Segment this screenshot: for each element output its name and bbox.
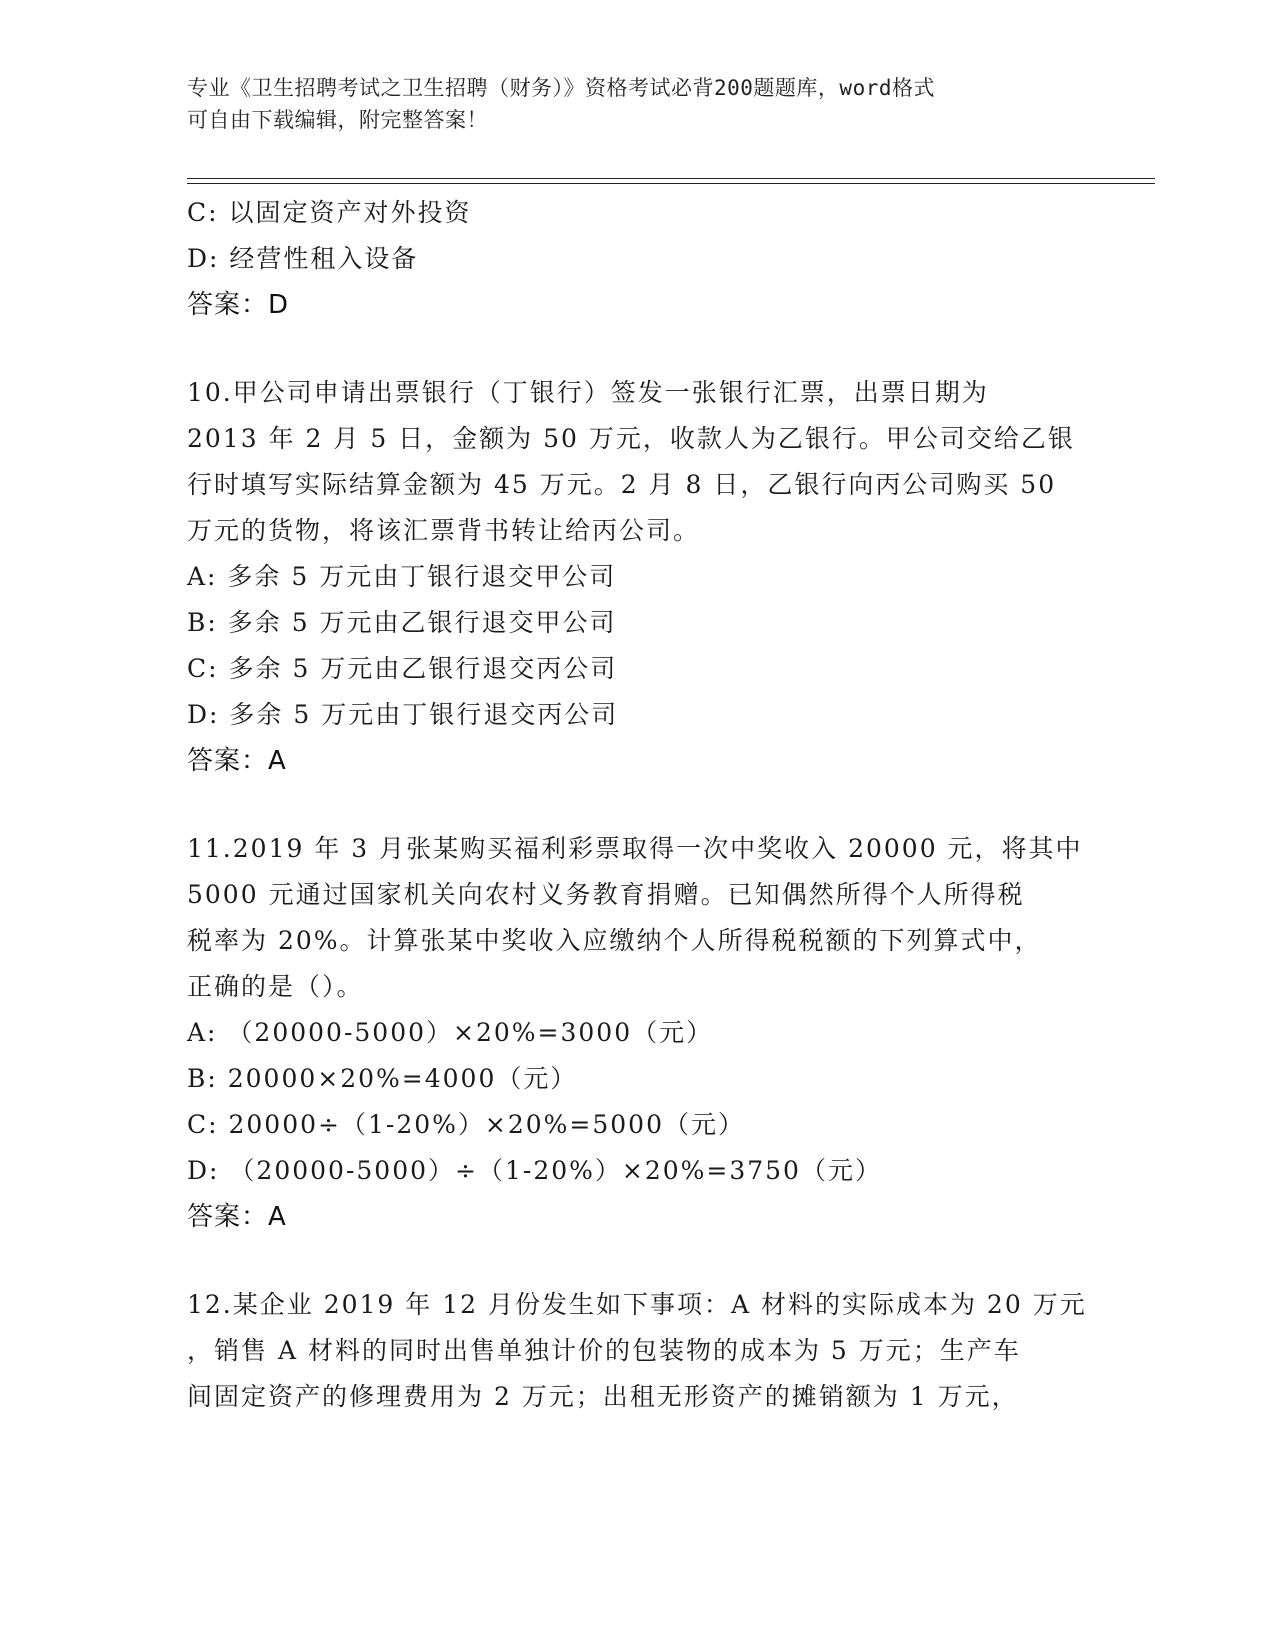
- question-9: [187, 190, 1087, 328]
- question-12: [187, 1282, 1087, 1420]
- option-d: D: 经营性租入设备: [187, 244, 419, 273]
- question-stem-line: 正确的是（）。: [187, 972, 364, 1001]
- option-d: D: 多余 5 万元由丁银行退交丙公司: [187, 700, 619, 729]
- option-b: B: 20000×20%=4000（元）: [187, 1064, 578, 1093]
- option-c: C: 20000÷（1-20%）×20%=5000（元）: [187, 1110, 745, 1139]
- question-11: [187, 826, 1087, 1240]
- question-stem-line: 2013 年 2 月 5 日，金额为 50 万元，收款人为乙银行。甲公司交给乙银: [187, 424, 1075, 453]
- question-10: [187, 370, 1087, 784]
- document-header: [187, 72, 1067, 136]
- answer-line: 答案：D: [187, 290, 290, 320]
- question-stem-line: 11.2019 年 3 月张某购买福利彩票取得一次中奖收入 20000 元，将其中: [187, 834, 1083, 863]
- option-c: C: 以固定资产对外投资: [187, 198, 472, 227]
- question-stem-line: 万元的货物，将该汇票背书转让给丙公司。: [187, 516, 701, 545]
- option-a: A: （20000-5000）×20%=3000（元）: [187, 1018, 714, 1047]
- header-rule-top: [187, 178, 1155, 179]
- spacer: [187, 328, 1087, 370]
- question-stem-line: 税率为 20%。计算张某中奖收入应缴纳个人所得税税额的下列算式中，: [187, 926, 1042, 955]
- question-stem-line: 12.某企业 2019 年 12 月份发生如下事项：A 材料的实际成本为 20 万元: [187, 1290, 1087, 1319]
- header-title-line-2: 可自由下载编辑，附完整答案！: [187, 108, 488, 132]
- header-title-line-1: 专业《卫生招聘考试之卫生招聘（财务）》资格考试必背200题题库，word格式: [187, 76, 935, 100]
- question-stem-line: 间固定资产的修理费用为 2 万元；出租无形资产的摊销额为 1 万元，: [187, 1382, 1019, 1411]
- answer-line: 答案：A: [187, 746, 287, 776]
- question-stem-line: 10.甲公司申请出票银行（丁银行）签发一张银行汇票，出票日期为: [187, 378, 989, 407]
- header-rule-bottom: [187, 183, 1155, 184]
- question-stem-line: 5000 元通过国家机关向农村义务教育捐赠。已知偶然所得个人所得税: [187, 880, 1025, 909]
- option-c: C: 多余 5 万元由乙银行退交丙公司: [187, 654, 618, 683]
- spacer: [187, 1240, 1087, 1282]
- option-b: B: 多余 5 万元由乙银行退交甲公司: [187, 608, 617, 637]
- question-stem-line: ，销售 A 材料的同时出售单独计价的包装物的成本为 5 万元；生产车: [187, 1336, 1021, 1365]
- spacer: [187, 784, 1087, 826]
- option-a: A: 多余 5 万元由丁银行退交甲公司: [187, 562, 617, 591]
- answer-line: 答案：A: [187, 1202, 287, 1232]
- option-d: D: （20000-5000）÷（1-20%）×20%=3750（元）: [187, 1156, 882, 1185]
- question-content: [187, 190, 1087, 1420]
- question-stem-line: 行时填写实际结算金额为 45 万元。2 月 8 日，乙银行向丙公司购买 50: [187, 470, 1057, 499]
